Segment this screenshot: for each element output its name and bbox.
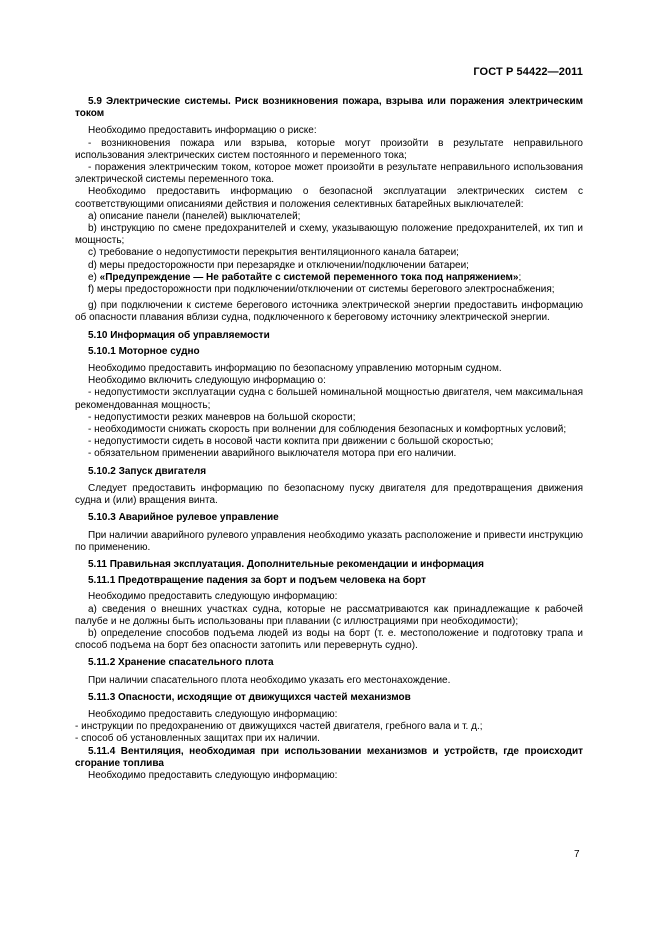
list-item: g) при подключении к системе берегового источника электрической энергии предоставить информацию об опасности плавания вблизи судна, подключенного к береговому источнику электрической энергии.	[75, 300, 583, 324]
list-item: b) инструкцию по смене предохранителей и схему, указывающую положение предохранителей, их тип и мощность;	[75, 223, 583, 247]
paragraph: Необходимо включить следующую информацию о:	[88, 375, 326, 387]
list-item: f) меры предосторожности при подключении/отключении от системы берегового электроснабжения;	[88, 284, 555, 296]
section-5-10-1-title: 5.10.1 Моторное судно	[88, 345, 200, 357]
list-item: - недопустимости сидеть в носовой части кокпита при движении с большой скоростью;	[88, 436, 494, 448]
list-item: - необходимости снижать скорость при волнении для соблюдения безопасных и комфортных условий;	[88, 424, 567, 436]
section-5-11-3-title: 5.11.3 Опасности, исходящие от движущихся частей механизмов	[88, 691, 411, 703]
page-number: 7	[574, 849, 580, 860]
warning-text: «Предупреждение — Не работайте с системой переменного тока под напряжением»	[99, 271, 519, 283]
list-item: - способ об установленных защитах при их наличии.	[75, 733, 320, 745]
section-5-10-title: 5.10 Информация об управляемости	[88, 329, 270, 341]
list-item: - недопустимости эксплуатации судна с большей номинальной мощностью двигателя, чем максимальная рекомендованная мощность;	[75, 387, 583, 411]
section-5-9-title: 5.9 Электрические системы. Риск возникновения пожара, взрыва или поражения электрическим током	[75, 96, 583, 120]
paragraph: Необходимо предоставить следующую информацию:	[88, 591, 338, 603]
list-suffix: ;	[518, 271, 522, 283]
paragraph: При наличии спасательного плота необходимо указать его местонахождение.	[88, 674, 451, 686]
paragraph: Следует предоставить информацию по безопасному пуску двигателя для предотвращения движения судна и (или) вращения винта.	[75, 482, 583, 507]
section-5-11-title: 5.11 Правильная эксплуатация. Дополнительные рекомендации и информация	[88, 558, 485, 570]
list-item: - инструкции по предохранению от движущихся частей двигателя, гребного вала и т. д.;	[75, 721, 483, 733]
list-item: - возникновения пожара или взрыва, которые могут произойти в результате неправильного использования электрических систем постоянного и переменного тока;	[75, 137, 583, 161]
paragraph: При наличии аварийного рулевого управления необходимо указать расположение и привести инструкцию по применению.	[75, 529, 583, 553]
list-item: b) определение способов подъема людей из воды на борт (т. е. местоположение и подготовку трапа и способ подъема на борт без опасности затопить или перевернуть судно).	[75, 627, 583, 652]
list-marker: e)	[88, 271, 100, 283]
paragraph: Необходимо предоставить информацию по безопасному управлению моторным судном.	[88, 363, 502, 375]
section-5-10-2-title: 5.10.2 Запуск двигателя	[88, 465, 207, 477]
section-5-11-1-title: 5.11.1 Предотвращение падения за борт и подъем человека на борт	[88, 575, 426, 587]
paragraph: Необходимо предоставить информацию о риске:	[88, 125, 317, 137]
document-body	[75, 96, 583, 782]
list-item: d) меры предосторожности при перезарядке и отключении/подключении батареи;	[88, 259, 469, 271]
paragraph: Необходимо предоставить следующую информацию:	[88, 769, 338, 781]
list-item: a) описание панели (панелей) выключателей;	[88, 210, 301, 222]
section-5-11-2-title: 5.11.2 Хранение спасательного плота	[88, 657, 274, 669]
list-item: - обязательном применении аварийного выключателя мотора при его наличии.	[88, 448, 457, 460]
list-item: - поражения электрическим током, которое может произойти в результате неправильного использования электрической системы переменного тока.	[75, 162, 583, 186]
section-5-10-3-title: 5.10.3 Аварийное рулевое управление	[88, 512, 279, 524]
section-5-11-4-title: 5.11.4 Вентиляция, необходимая при использовании механизмов и устройств, где происходит сгорание топлива	[75, 745, 583, 769]
paragraph: Необходимо предоставить следующую информацию:	[88, 708, 338, 720]
standard-number: ГОСТ Р 54422—2011	[473, 66, 583, 78]
list-item-warning	[75, 272, 583, 284]
list-item: c) требование о недопустимости перекрытия вентиляционного канала батареи;	[88, 247, 459, 259]
list-item: a) сведения о внешних участках судна, которые не рассматриваются как принадлежащие к рабочей палубе и не должны быть использованы при плавании (с иллюстрациями при необходимости);	[75, 603, 583, 627]
list-item: - недопустимости резких маневров на большой скорости;	[88, 411, 356, 423]
paragraph: Необходимо предоставить информацию о безопасной эксплуатации электрических систем с соответствующими описаниями действия и положения селективных батарейных выключателей:	[75, 186, 583, 210]
